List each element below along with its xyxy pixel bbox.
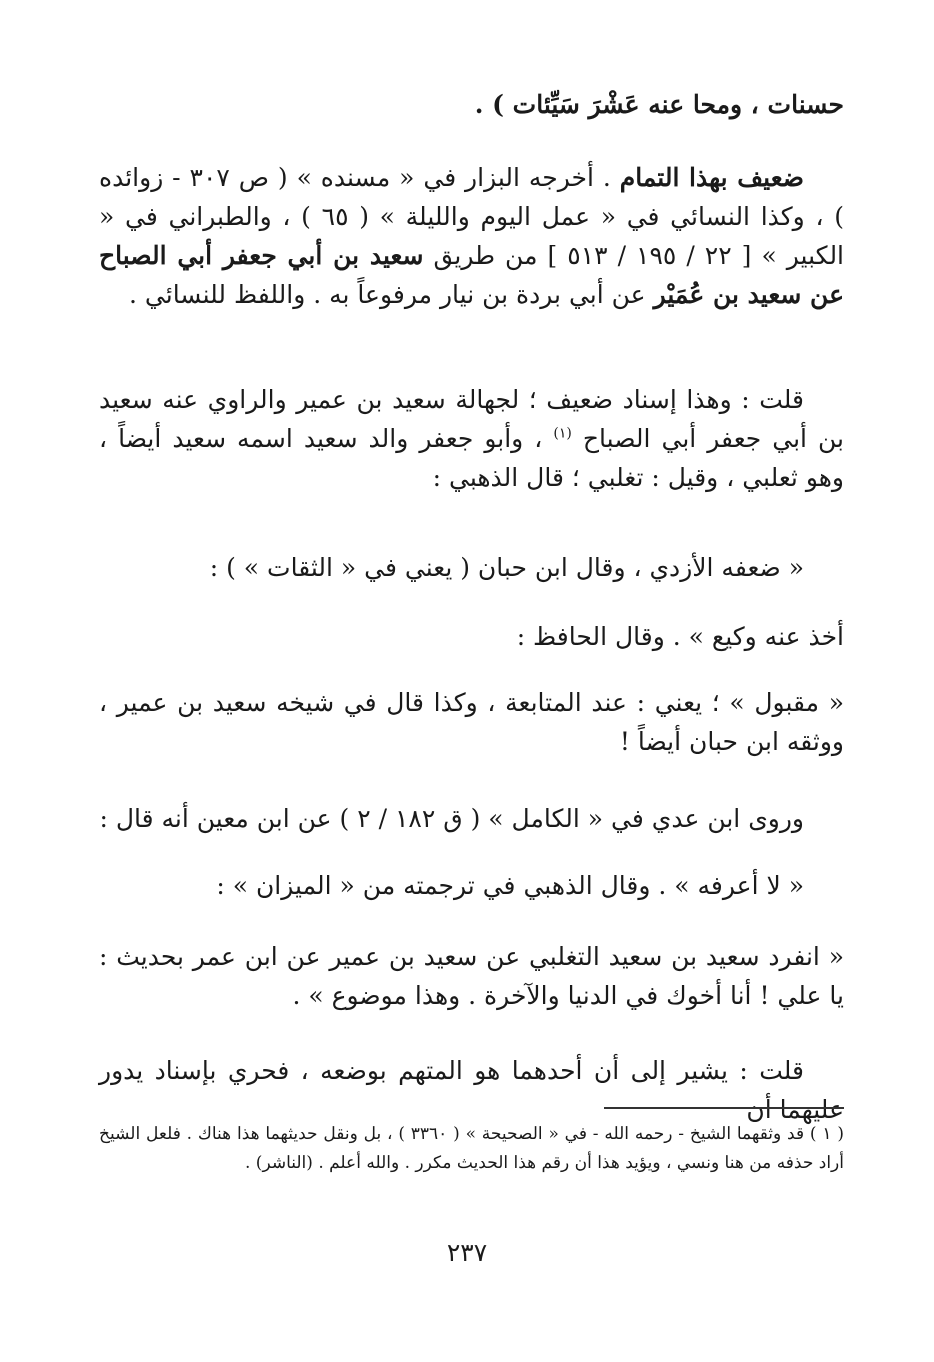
- takhrij-text-2: عن أبي بردة بن نيار مرفوعاً به . واللفظ للنسائي .: [129, 280, 654, 309]
- footnote: [99, 1120, 844, 1178]
- verdict-text: ضعيف بهذا التمام: [619, 163, 804, 192]
- commentary-text-2: ، وأبو جعفر والد سعيد اسمه سعيد أيضاً ، وهو ثعلبي ، وقيل : تغلبي ؛ قال الذهبي :: [99, 424, 844, 492]
- footnote-separator: [604, 1107, 844, 1109]
- quote-dhahabi-1: [99, 548, 844, 587]
- ibn-adi-paragraph: [99, 799, 844, 838]
- commentary-paragraph: [99, 380, 844, 497]
- conclusion-text: قلت : يشير إلى أن أحدهما هو المتهم بوضعه ، فحري بإسناد يدور عليهما أن: [99, 1056, 844, 1124]
- ibn-adi-text: وروى ابن عدي في « الكامل » ( ق ١٨٢ / ٢ ) عن ابن معين أنه قال :: [99, 804, 804, 833]
- page-number: ٢٣٧: [446, 1238, 488, 1267]
- footnote-text: ( ١ ) قد وثقهما الشيخ - رحمه الله - في « الصحيحة » ( ٣٣٦٠ ) ، بل ونقل حديثهما هذا هناك . فلعل الشيخ أراد حذفه من هنا ونسي ، ويؤيد هذا أن رقم هذا الحديث مكرر . والله أعلم . (الناشر) .: [99, 1124, 844, 1173]
- quote-dhahabi-text: « ضعفه الأزدي ، وقال ابن حبان ( يعني في « الثقات » ) :: [209, 553, 804, 582]
- quote-continuation: [99, 617, 844, 656]
- takhrij-text-1: . أخرجه البزار في « مسنده » ( ص ٣٠٧ - زوائده ) ، وكذا النسائي في « عمل اليوم والليلة » ( ٦٥ ) ، والطبراني في « الكبير » [ ٢٢ / ١٩٥ / ٥١٣ ] من طريق: [99, 163, 845, 270]
- footnote-marker: (١): [553, 425, 572, 442]
- continuation-text: حسنات ، ومحا عنه عَشْرَ سَيِّئات ) .: [474, 90, 844, 119]
- ibn-main-quote: [99, 866, 844, 905]
- takhrij-paragraph: [99, 158, 844, 314]
- hafiz-quote-text: « مقبول » ؛ يعني : عند المتابعة ، وكذا قال في شيخه سعيد بن عمير ، ووثقه ابن حبان أيضاً !: [99, 688, 844, 756]
- isnad-chain-text: سعيد بن أبي جعفر أبي الصباح عن سعيد بن عُمَيْر: [99, 241, 844, 309]
- quote-continuation-text: أخذ عنه وكيع » . وقال الحافظ :: [516, 622, 844, 651]
- continuation-line: [99, 85, 844, 124]
- mizan-quote-text: « انفرد سعيد بن سعيد التغلبي عن سعيد بن عمير عن ابن عمر بحديث : يا علي ! أنا أخوك في الدنيا والآخرة . وهذا موضوع » .: [99, 942, 844, 1010]
- commentary-text-1: قلت : وهذا إسناد ضعيف ؛ لجهالة سعيد بن عمير والراوي عنه سعيد بن أبي جعفر أبي الصباح: [99, 385, 845, 453]
- hafiz-quote-paragraph: [99, 683, 844, 761]
- ibn-main-quote-text: « لا أعرفه » . وقال الذهبي في ترجمته من « الميزان » :: [216, 871, 804, 900]
- conclusion-paragraph: [99, 1051, 844, 1129]
- mizan-quote-paragraph: [99, 937, 844, 1015]
